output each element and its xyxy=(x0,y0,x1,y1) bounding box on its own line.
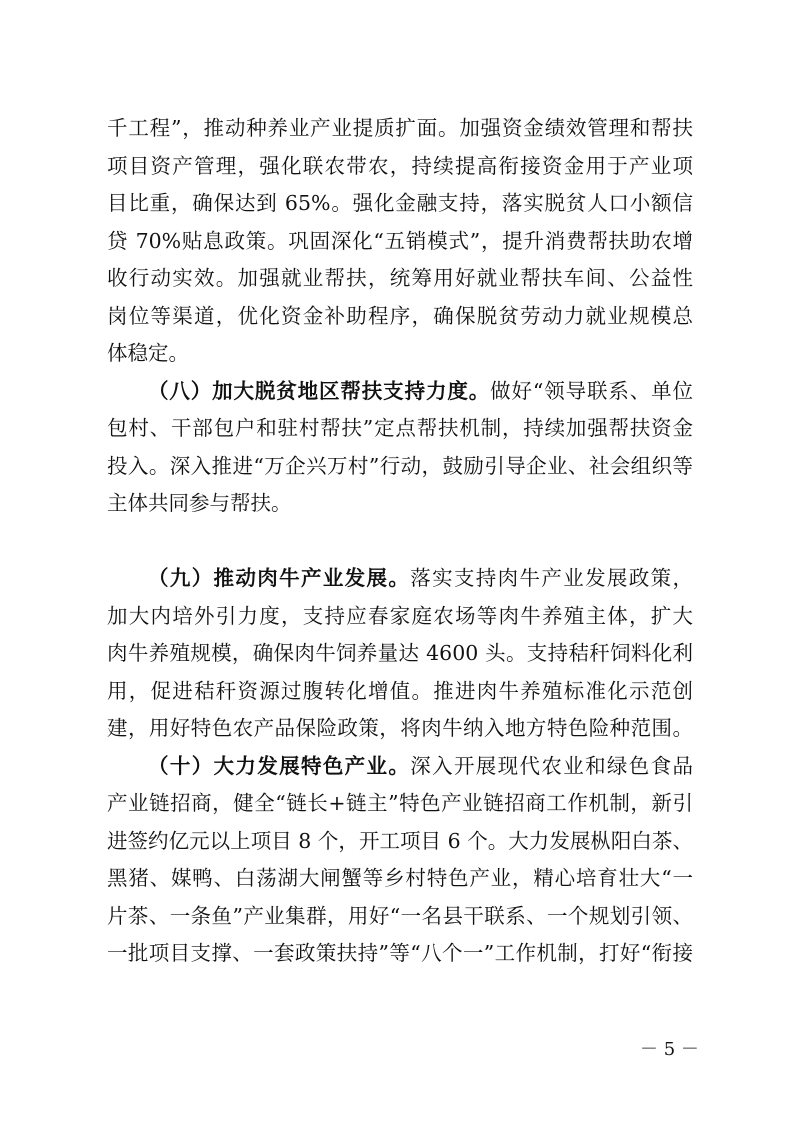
text-line: 包村、干部包户和驻村帮扶”定点帮扶机制，持续加强帮扶资金 xyxy=(107,416,693,440)
text-line: 建，用好特色农产品保险政策，将肉牛纳入地方特色险种范围。 xyxy=(107,716,693,740)
text-line: 一批项目支撑、一套政策扶持”等“八个一”工作机制，打好“衔接 xyxy=(107,941,693,965)
text-line: 项目资产管理，强化联农带农，持续提高衔接资金用于产业项 xyxy=(107,153,693,178)
text-segment: 做好“领导联系、单位 xyxy=(490,378,693,403)
paragraph-first-line xyxy=(107,560,693,598)
section-heading-4 xyxy=(107,523,693,561)
text-line: 千工程”，推动种养业产业提质扩面。加强资金绩效管理和帮扶 xyxy=(107,116,693,140)
text-line: 主体共同参与帮扶。 xyxy=(107,491,292,515)
text-line: 岗位等渠道，优化资金补助程序，确保脱贫劳动力就业规模总 xyxy=(107,303,693,328)
paragraph-first-line xyxy=(107,748,693,786)
text-line: 用，促进秸秆资源过腹转化增值。推进肉牛养殖标准化示范创 xyxy=(107,678,693,703)
section-title-10: （十）大力发展特色产业。 xyxy=(148,753,411,778)
text-line: 进签约亿元以上项目 8 个，开工项目 6 个。大力发展枞阳白茶、 xyxy=(107,828,693,853)
text-line: 贷 70%贴息政策。巩固深化“五销模式”，提升消费帮扶助农增 xyxy=(107,228,693,253)
paragraph-first-line xyxy=(107,373,693,411)
text-segment: 深入开展现代农业和绿色食品 xyxy=(410,753,693,778)
text-segment: 落实支持肉牛产业发展政策， xyxy=(410,566,693,590)
text-line: 收行动实效。加强就业帮扶，统筹用好就业帮扶车间、公益性 xyxy=(107,266,693,290)
section-title-9: （九）推动肉牛产业发展。 xyxy=(148,566,411,590)
text-line: 加大内培外引力度，支持应春家庭农场等肉牛养殖主体，扩大 xyxy=(107,603,693,628)
text-line: 产业链招商，健全“链长+链主”特色产业链招商工作机制，新引 xyxy=(107,791,693,815)
text-line: 肉牛养殖规模，确保肉牛饲养量达 4600 头。支持秸秆饲料化利 xyxy=(107,641,693,665)
text-line: 目比重，确保达到 65%。强化金融支持，落实脱贫人口小额信 xyxy=(107,191,693,215)
text-line: 投入。深入推进“万企兴万村”行动，鼓励引导企业、社会组织等 xyxy=(107,453,693,478)
body-text xyxy=(107,110,693,973)
section-title-8: （八）加大脱贫地区帮扶支持力度。 xyxy=(148,378,491,403)
text-line: 片茶、一条鱼”产业集群，用好“一名县干联系、一个规划引领、 xyxy=(107,903,693,928)
page-number: － 5 － xyxy=(640,1039,699,1060)
text-line: 体稳定。 xyxy=(107,341,189,365)
text-line: 黑猪、媒鸭、白荡湖大闸蟹等乡村特色产业，精心培育壮大“一 xyxy=(107,866,693,890)
